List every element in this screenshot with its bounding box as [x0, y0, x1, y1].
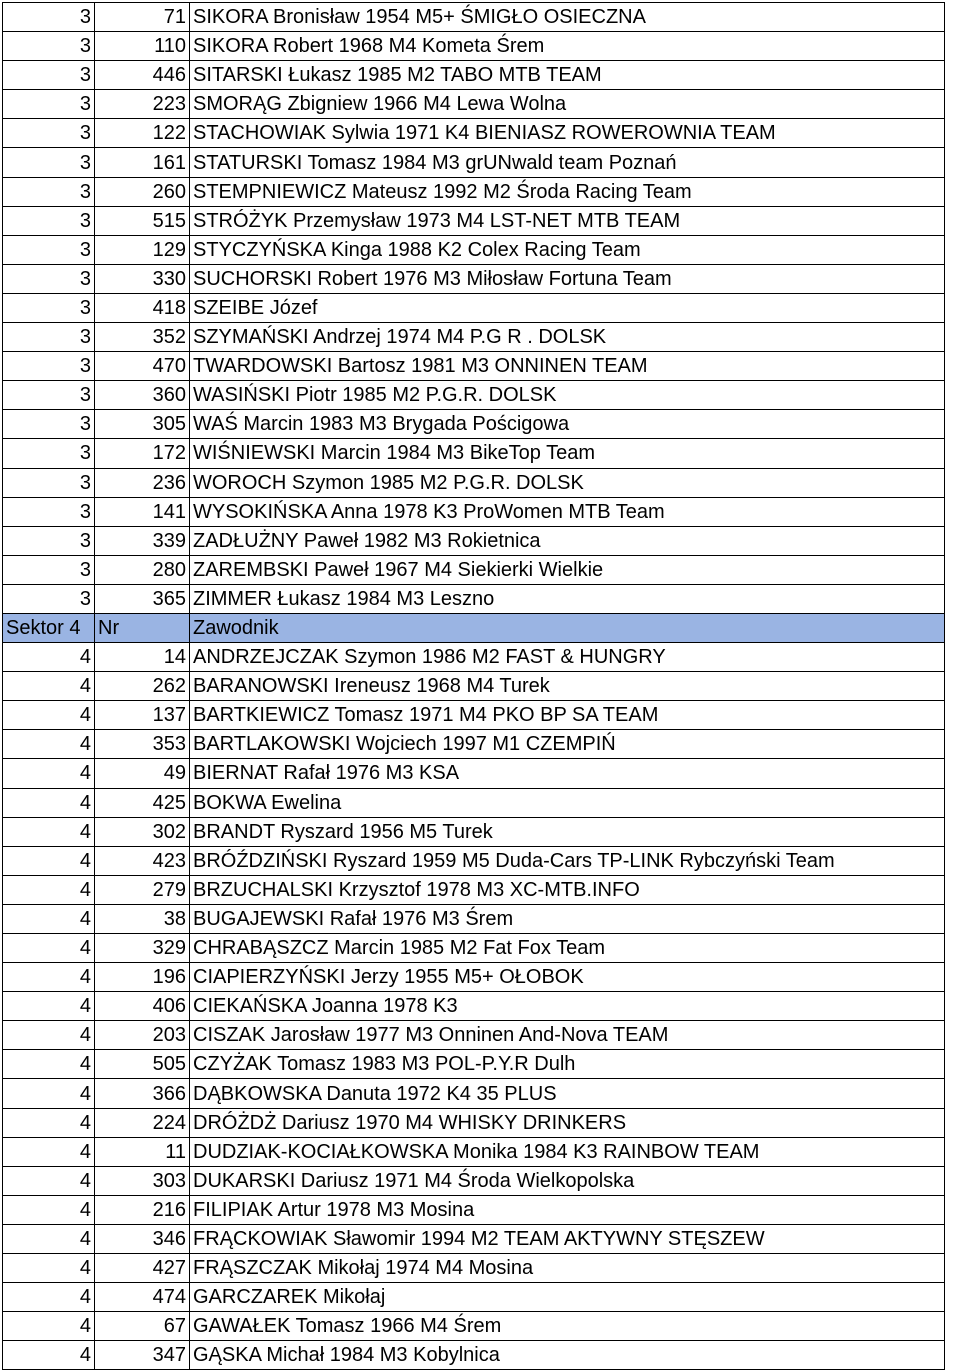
zawodnik-cell: SUCHORSKI Robert 1976 M3 Miłosław Fortuna Team: [190, 264, 945, 293]
sektor-cell: 4: [3, 1166, 95, 1195]
zawodnik-cell: SZEIBE Józef: [190, 293, 945, 322]
sektor-cell: 3: [3, 90, 95, 119]
zawodnik-cell: CISZAK Jarosław 1977 M3 Onninen And-Nova TEAM: [190, 1021, 945, 1050]
nr-cell: 141: [95, 497, 190, 526]
sektor-4-rows: [3, 643, 945, 1370]
zawodnik-cell: GĄSKA Michał 1984 M3 Kobylnica: [190, 1341, 945, 1370]
sektor-4-header: [3, 613, 945, 642]
table-row: [3, 934, 945, 963]
sektor-cell: 4: [3, 1195, 95, 1224]
table-row: [3, 1341, 945, 1370]
nr-cell: 172: [95, 439, 190, 468]
sektor-cell: 3: [3, 497, 95, 526]
nr-cell: 406: [95, 992, 190, 1021]
sektor-cell: 4: [3, 963, 95, 992]
sektor-cell: 4: [3, 1137, 95, 1166]
nr-cell: 360: [95, 381, 190, 410]
table-row: [3, 119, 945, 148]
sektor-cell: 3: [3, 555, 95, 584]
table-row: [3, 1224, 945, 1253]
sektor-cell: 3: [3, 468, 95, 497]
nr-cell: 203: [95, 1021, 190, 1050]
zawodnik-cell: BOKWA Ewelina: [190, 788, 945, 817]
zawodnik-cell: BUGAJEWSKI Rafał 1976 M3 Śrem: [190, 904, 945, 933]
zawodnik-cell: DĄBKOWSKA Danuta 1972 K4 35 PLUS: [190, 1079, 945, 1108]
sektor-cell: 4: [3, 730, 95, 759]
sektor-cell: 4: [3, 1224, 95, 1253]
nr-cell: 353: [95, 730, 190, 759]
nr-cell: 470: [95, 352, 190, 381]
nr-cell: 71: [95, 3, 190, 32]
nr-cell: 346: [95, 1224, 190, 1253]
sektor-cell: 4: [3, 1021, 95, 1050]
table-row: [3, 846, 945, 875]
nr-cell: 446: [95, 61, 190, 90]
nr-cell: 279: [95, 875, 190, 904]
table-row: [3, 817, 945, 846]
zawodnik-cell: SMORĄG Zbigniew 1966 M4 Lewa Wolna: [190, 90, 945, 119]
table-row: [3, 555, 945, 584]
zawodnik-cell: BRZUCHALSKI Krzysztof 1978 M3 XC-MTB.INFO: [190, 875, 945, 904]
sektor-cell: 4: [3, 672, 95, 701]
table-row: [3, 992, 945, 1021]
zawodnik-cell: SIKORA Bronisław 1954 M5+ ŚMIGŁO OSIECZNA: [190, 3, 945, 32]
table-row: [3, 701, 945, 730]
zawodnik-cell: SZYMAŃSKI Andrzej 1974 M4 P.G R . DOLSK: [190, 323, 945, 352]
table-row: [3, 1283, 945, 1312]
zawodnik-cell: BRÓŹDZIŃSKI Ryszard 1959 M5 Duda-Cars TP-LINK Rybczyński Team: [190, 846, 945, 875]
sektor-cell: 4: [3, 1108, 95, 1137]
zawodnik-cell: STEMPNIEWICZ Mateusz 1992 M2 Środa Racing Team: [190, 177, 945, 206]
sektor-cell: 3: [3, 264, 95, 293]
nr-cell: 11: [95, 1137, 190, 1166]
sektor-cell: 3: [3, 410, 95, 439]
sektor-cell: 3: [3, 439, 95, 468]
table-row: [3, 381, 945, 410]
sektor-cell: 4: [3, 904, 95, 933]
zawodnik-cell: WASIŃSKI Piotr 1985 M2 P.G.R. DOLSK: [190, 381, 945, 410]
zawodnik-cell: BRANDT Ryszard 1956 M5 Turek: [190, 817, 945, 846]
table-row: [3, 1166, 945, 1195]
zawodnik-cell: WOROCH Szymon 1985 M2 P.G.R. DOLSK: [190, 468, 945, 497]
header-row: [3, 613, 945, 642]
zawodnik-cell: CHRABĄSZCZ Marcin 1985 M2 Fat Fox Team: [190, 934, 945, 963]
sektor-cell: 3: [3, 526, 95, 555]
zawodnik-cell: TWARDOWSKI Bartosz 1981 M3 ONNINEN TEAM: [190, 352, 945, 381]
table-row: [3, 148, 945, 177]
zawodnik-cell: GARCZAREK Mikołaj: [190, 1283, 945, 1312]
zawodnik-cell: CIAPIERZYŃSKI Jerzy 1955 M5+ OŁOBOK: [190, 963, 945, 992]
zawodnik-cell: FRĄCKOWIAK Sławomir 1994 M2 TEAM AKTYWNY STĘSZEW: [190, 1224, 945, 1253]
sektor-cell: 4: [3, 1079, 95, 1108]
table-row: [3, 323, 945, 352]
sektor-cell: 4: [3, 701, 95, 730]
nr-cell: 216: [95, 1195, 190, 1224]
nr-cell: 366: [95, 1079, 190, 1108]
table-row: [3, 1137, 945, 1166]
table-row: [3, 730, 945, 759]
nr-cell: 67: [95, 1312, 190, 1341]
nr-cell: 352: [95, 323, 190, 352]
nr-cell: 427: [95, 1254, 190, 1283]
nr-cell: 423: [95, 846, 190, 875]
zawodnik-cell: BARTKIEWICZ Tomasz 1971 M4 PKO BP SA TEAM: [190, 701, 945, 730]
nr-cell: 262: [95, 672, 190, 701]
sektor-cell: 3: [3, 352, 95, 381]
nr-cell: 49: [95, 759, 190, 788]
sektor-cell: 3: [3, 293, 95, 322]
start-list-table: [2, 2, 945, 1370]
table-row: [3, 963, 945, 992]
sektor-cell: 4: [3, 643, 95, 672]
table-row: [3, 788, 945, 817]
zawodnik-cell: BARANOWSKI Ireneusz 1968 M4 Turek: [190, 672, 945, 701]
zawodnik-cell: STRÓŻYK Przemysław 1973 M4 LST-NET MTB TEAM: [190, 206, 945, 235]
sektor-cell: 4: [3, 1312, 95, 1341]
table-row: [3, 177, 945, 206]
zawodnik-cell: WAŚ Marcin 1983 M3 Brygada Pościgowa: [190, 410, 945, 439]
header-zawodnik: Zawodnik: [190, 613, 945, 642]
table-row: [3, 61, 945, 90]
sektor-cell: 4: [3, 788, 95, 817]
sektor-cell: 3: [3, 119, 95, 148]
zawodnik-cell: WIŚNIEWSKI Marcin 1984 M3 BikeTop Team: [190, 439, 945, 468]
table-row: [3, 1050, 945, 1079]
sektor-cell: 4: [3, 1050, 95, 1079]
nr-cell: 505: [95, 1050, 190, 1079]
zawodnik-cell: GAWAŁEK Tomasz 1966 M4 Śrem: [190, 1312, 945, 1341]
table-row: [3, 1312, 945, 1341]
sektor-cell: 4: [3, 817, 95, 846]
table-row: [3, 759, 945, 788]
nr-cell: 329: [95, 934, 190, 963]
table-row: [3, 1195, 945, 1224]
nr-cell: 14: [95, 643, 190, 672]
nr-cell: 161: [95, 148, 190, 177]
table-row: [3, 875, 945, 904]
table-row: [3, 206, 945, 235]
zawodnik-cell: CZYŻAK Tomasz 1983 M3 POL-P.Y.R Dulh: [190, 1050, 945, 1079]
nr-cell: 129: [95, 235, 190, 264]
sektor-cell: 3: [3, 323, 95, 352]
zawodnik-cell: STYCZYŃSKA Kinga 1988 K2 Colex Racing Team: [190, 235, 945, 264]
header-nr: Nr: [95, 613, 190, 642]
sektor-cell: 4: [3, 1254, 95, 1283]
table-row: [3, 904, 945, 933]
nr-cell: 302: [95, 817, 190, 846]
zawodnik-cell: STACHOWIAK Sylwia 1971 K4 BIENIASZ ROWEROWNIA TEAM: [190, 119, 945, 148]
nr-cell: 260: [95, 177, 190, 206]
sektor-cell: 3: [3, 177, 95, 206]
nr-cell: 305: [95, 410, 190, 439]
nr-cell: 330: [95, 264, 190, 293]
sektor-cell: 3: [3, 235, 95, 264]
zawodnik-cell: ZADŁUŻNY Paweł 1982 M3 Rokietnica: [190, 526, 945, 555]
zawodnik-cell: BARTLAKOWSKI Wojciech 1997 M1 CZEMPIŃ: [190, 730, 945, 759]
zawodnik-cell: ZIMMER Łukasz 1984 M3 Leszno: [190, 584, 945, 613]
table-row: [3, 1079, 945, 1108]
nr-cell: 339: [95, 526, 190, 555]
zawodnik-cell: FRĄSZCZAK Mikołaj 1974 M4 Mosina: [190, 1254, 945, 1283]
zawodnik-cell: BIERNAT Rafał 1976 M3 KSA: [190, 759, 945, 788]
sektor-cell: 4: [3, 1283, 95, 1312]
nr-cell: 196: [95, 963, 190, 992]
nr-cell: 236: [95, 468, 190, 497]
sektor-cell: 3: [3, 381, 95, 410]
sektor-cell: 3: [3, 32, 95, 61]
zawodnik-cell: ZAREMBSKI Paweł 1967 M4 Siekierki Wielkie: [190, 555, 945, 584]
sektor-cell: 3: [3, 61, 95, 90]
zawodnik-cell: FILIPIAK Artur 1978 M3 Mosina: [190, 1195, 945, 1224]
table-row: [3, 1108, 945, 1137]
sektor-cell: 4: [3, 875, 95, 904]
table-row: [3, 584, 945, 613]
sektor-cell: 4: [3, 992, 95, 1021]
table-row: [3, 439, 945, 468]
nr-cell: 365: [95, 584, 190, 613]
table-row: [3, 264, 945, 293]
sektor-cell: 3: [3, 584, 95, 613]
table-row: [3, 352, 945, 381]
sektor-cell: 3: [3, 206, 95, 235]
nr-cell: 303: [95, 1166, 190, 1195]
sektor-cell: 4: [3, 934, 95, 963]
nr-cell: 425: [95, 788, 190, 817]
table-row: [3, 90, 945, 119]
table-row: [3, 468, 945, 497]
zawodnik-cell: STATURSKI Tomasz 1984 M3 grUNwald team Poznań: [190, 148, 945, 177]
nr-cell: 137: [95, 701, 190, 730]
nr-cell: 223: [95, 90, 190, 119]
table-row: [3, 526, 945, 555]
table-row: [3, 293, 945, 322]
table-row: [3, 672, 945, 701]
header-sektor: Sektor 4: [3, 613, 95, 642]
zawodnik-cell: DUDZIAK-KOCIAŁKOWSKA Monika 1984 K3 RAINBOW TEAM: [190, 1137, 945, 1166]
nr-cell: 122: [95, 119, 190, 148]
sektor-cell: 3: [3, 148, 95, 177]
nr-cell: 280: [95, 555, 190, 584]
nr-cell: 224: [95, 1108, 190, 1137]
sektor-cell: 3: [3, 3, 95, 32]
zawodnik-cell: WYSOKIŃSKA Anna 1978 K3 ProWomen MTB Team: [190, 497, 945, 526]
nr-cell: 38: [95, 904, 190, 933]
sektor-3-rows: [3, 3, 945, 614]
zawodnik-cell: DUKARSKI Dariusz 1971 M4 Środa Wielkopolska: [190, 1166, 945, 1195]
sektor-cell: 4: [3, 759, 95, 788]
table-row: [3, 32, 945, 61]
table-row: [3, 3, 945, 32]
nr-cell: 515: [95, 206, 190, 235]
zawodnik-cell: CIEKAŃSKA Joanna 1978 K3: [190, 992, 945, 1021]
table-row: [3, 1021, 945, 1050]
zawodnik-cell: ANDRZEJCZAK Szymon 1986 M2 FAST & HUNGRY: [190, 643, 945, 672]
nr-cell: 418: [95, 293, 190, 322]
sektor-cell: 4: [3, 846, 95, 875]
sektor-cell: 4: [3, 1341, 95, 1370]
table-row: [3, 410, 945, 439]
nr-cell: 347: [95, 1341, 190, 1370]
zawodnik-cell: SIKORA Robert 1968 M4 Kometa Śrem: [190, 32, 945, 61]
zawodnik-cell: SITARSKI Łukasz 1985 M2 TABO MTB TEAM: [190, 61, 945, 90]
zawodnik-cell: DRÓŻDŻ Dariusz 1970 M4 WHISKY DRINKERS: [190, 1108, 945, 1137]
nr-cell: 110: [95, 32, 190, 61]
table-row: [3, 643, 945, 672]
table-row: [3, 497, 945, 526]
nr-cell: 474: [95, 1283, 190, 1312]
table-row: [3, 1254, 945, 1283]
table-row: [3, 235, 945, 264]
